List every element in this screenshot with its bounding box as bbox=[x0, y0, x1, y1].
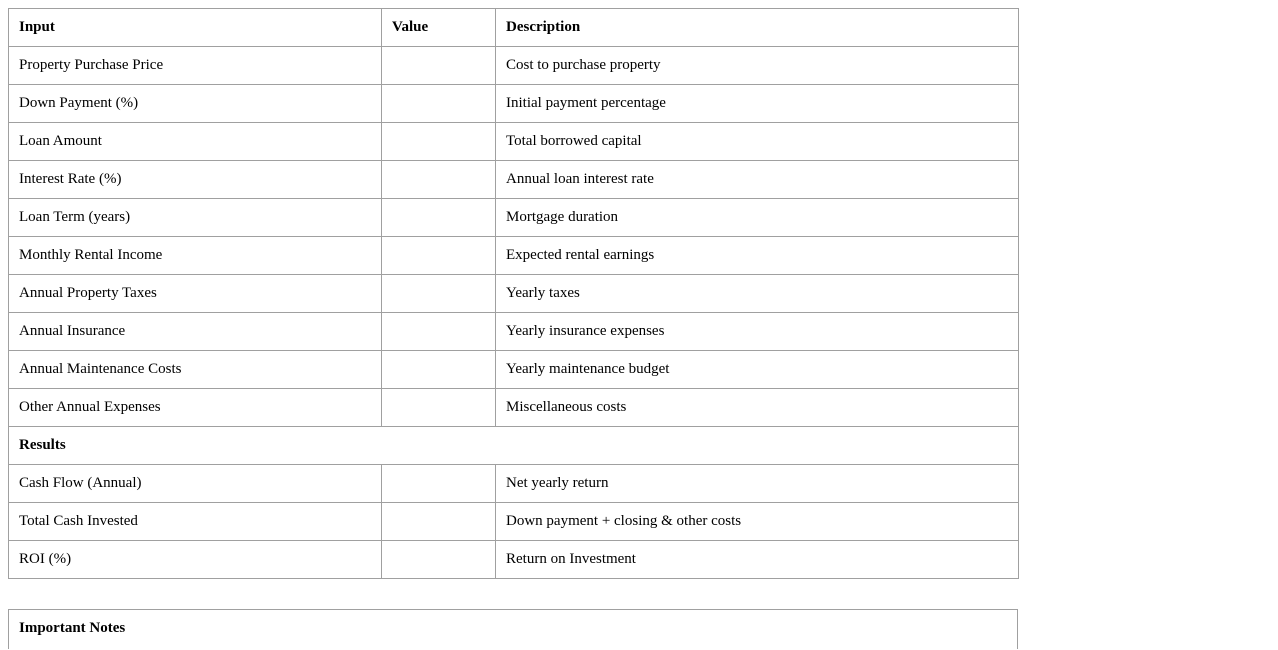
row-label: Cash Flow (Annual) bbox=[9, 465, 382, 503]
value-cell[interactable] bbox=[382, 85, 496, 123]
investment-table bbox=[8, 8, 1019, 579]
important-notes-section bbox=[8, 609, 1018, 649]
table-row bbox=[9, 389, 1019, 427]
value-cell[interactable] bbox=[382, 389, 496, 427]
results-heading: Results bbox=[9, 427, 1019, 465]
row-description: Initial payment percentage bbox=[496, 85, 1019, 123]
table-row bbox=[9, 47, 1019, 85]
value-cell[interactable] bbox=[382, 313, 496, 351]
row-label: Annual Maintenance Costs bbox=[9, 351, 382, 389]
results-heading-row bbox=[9, 427, 1019, 465]
row-description: Return on Investment bbox=[496, 541, 1019, 579]
row-description: Mortgage duration bbox=[496, 199, 1019, 237]
row-description: Annual loan interest rate bbox=[496, 161, 1019, 199]
page bbox=[8, 8, 1018, 649]
table-row bbox=[9, 503, 1019, 541]
row-label: Total Cash Invested bbox=[9, 503, 382, 541]
table-row bbox=[9, 199, 1019, 237]
table-row bbox=[9, 161, 1019, 199]
header-value: Value bbox=[382, 9, 496, 47]
row-label: ROI (%) bbox=[9, 541, 382, 579]
value-cell[interactable] bbox=[382, 161, 496, 199]
value-cell[interactable] bbox=[382, 237, 496, 275]
row-label: Other Annual Expenses bbox=[9, 389, 382, 427]
row-label: Monthly Rental Income bbox=[9, 237, 382, 275]
table-row bbox=[9, 237, 1019, 275]
row-label: Loan Amount bbox=[9, 123, 382, 161]
table-row bbox=[9, 313, 1019, 351]
row-description: Total borrowed capital bbox=[496, 123, 1019, 161]
result-value-cell bbox=[382, 541, 496, 579]
result-value-cell bbox=[382, 465, 496, 503]
table-row bbox=[9, 85, 1019, 123]
row-label: Down Payment (%) bbox=[9, 85, 382, 123]
row-label: Interest Rate (%) bbox=[9, 161, 382, 199]
table-row bbox=[9, 123, 1019, 161]
table-row bbox=[9, 275, 1019, 313]
row-description: Net yearly return bbox=[496, 465, 1019, 503]
row-description: Expected rental earnings bbox=[496, 237, 1019, 275]
table-header-row bbox=[9, 9, 1019, 47]
row-label: Annual Property Taxes bbox=[9, 275, 382, 313]
value-cell[interactable] bbox=[382, 47, 496, 85]
row-description: Down payment + closing & other costs bbox=[496, 503, 1019, 541]
table-row bbox=[9, 541, 1019, 579]
table-row bbox=[9, 351, 1019, 389]
row-description: Yearly maintenance budget bbox=[496, 351, 1019, 389]
row-description: Miscellaneous costs bbox=[496, 389, 1019, 427]
row-label: Property Purchase Price bbox=[9, 47, 382, 85]
row-description: Yearly taxes bbox=[496, 275, 1019, 313]
row-description: Yearly insurance expenses bbox=[496, 313, 1019, 351]
value-cell[interactable] bbox=[382, 123, 496, 161]
header-input: Input bbox=[9, 9, 382, 47]
value-cell[interactable] bbox=[382, 199, 496, 237]
row-label: Loan Term (years) bbox=[9, 199, 382, 237]
row-description: Cost to purchase property bbox=[496, 47, 1019, 85]
value-cell[interactable] bbox=[382, 275, 496, 313]
value-cell[interactable] bbox=[382, 351, 496, 389]
result-value-cell bbox=[382, 503, 496, 541]
table-row bbox=[9, 465, 1019, 503]
important-notes-title: Important Notes bbox=[19, 620, 126, 636]
row-label: Annual Insurance bbox=[9, 313, 382, 351]
header-description: Description bbox=[496, 9, 1019, 47]
